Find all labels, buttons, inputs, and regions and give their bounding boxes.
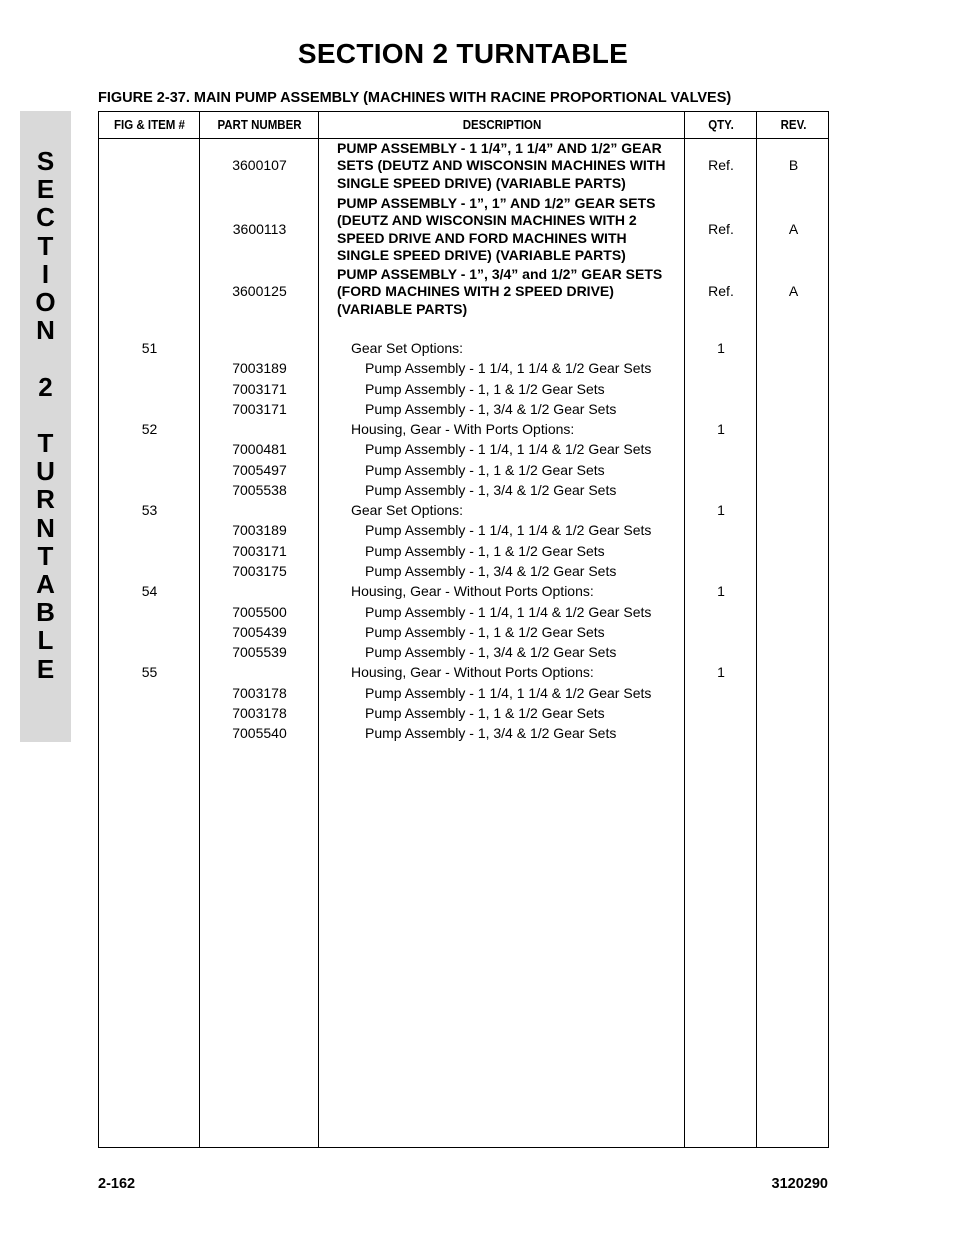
description-line: (DEUTZ AND WISCONSIN MACHINES WITH 2	[337, 212, 637, 229]
description-cell	[337, 195, 682, 264]
description-line: Pump Assembly - 1 1/4, 1 1/4 & 1/2 Gear Sets	[365, 441, 652, 457]
description-cell	[365, 624, 710, 640]
description-cell	[365, 705, 710, 721]
description-cell	[351, 340, 696, 356]
document-number: 3120290	[771, 1176, 828, 1192]
description-line: Pump Assembly - 1, 1 & 1/2 Gear Sets	[365, 624, 605, 640]
part-number-cell: 7003178	[232, 685, 287, 701]
part-number-cell: 7003189	[232, 360, 287, 376]
description-line: Pump Assembly - 1, 1 & 1/2 Gear Sets	[365, 705, 605, 721]
description-line: Pump Assembly - 1 1/4, 1 1/4 & 1/2 Gear Sets	[365, 604, 652, 620]
side-tab-letter: O	[35, 287, 56, 318]
section-side-tab	[20, 111, 71, 742]
side-tab-letter: A	[36, 569, 55, 600]
header-rev: REV.	[780, 118, 807, 132]
description-line: PUMP ASSEMBLY - 1”, 3/4” and 1/2” GEAR SETS	[337, 266, 663, 282]
description-cell	[365, 725, 710, 741]
description-line: Pump Assembly - 1 1/4, 1 1/4 & 1/2 Gear Sets	[365, 685, 652, 701]
side-tab-letter: B	[36, 597, 55, 628]
side-tab-letter: 2	[38, 371, 53, 402]
qty-cell: 1	[717, 583, 725, 599]
description-line: Pump Assembly - 1, 3/4 & 1/2 Gear Sets	[365, 725, 617, 741]
description-line: Housing, Gear - Without Ports Options:	[351, 664, 594, 680]
side-tab-letter: N	[36, 512, 55, 543]
description-line: Pump Assembly - 1, 3/4 & 1/2 Gear Sets	[365, 563, 617, 579]
description-cell	[365, 360, 710, 376]
column-divider	[756, 112, 757, 1147]
part-number-cell: 7005540	[232, 725, 287, 741]
fig-item-cell: 52	[141, 421, 158, 437]
part-number-cell: 7003189	[232, 522, 287, 538]
header-qty: QTY.	[708, 118, 734, 132]
description-cell	[351, 502, 696, 518]
description-cell	[337, 140, 682, 192]
side-tab-letter: N	[36, 315, 55, 346]
side-tab-letter: E	[36, 653, 55, 684]
side-tab-letter: T	[37, 230, 54, 261]
qty-cell: Ref.	[708, 283, 734, 300]
parts-table	[98, 111, 829, 1148]
side-tab-letter: I	[41, 258, 50, 289]
part-number-cell: 3600125	[232, 283, 287, 300]
description-line: (FORD MACHINES WITH 2 SPEED DRIVE)	[337, 283, 614, 300]
side-tab-letter: E	[36, 174, 55, 205]
part-number-cell: 7005500	[232, 604, 287, 620]
description-line: Pump Assembly - 1, 3/4 & 1/2 Gear Sets	[365, 401, 617, 417]
part-number-cell: 7005439	[232, 624, 287, 640]
rev-cell: A	[788, 220, 799, 237]
part-number-cell: 7005539	[232, 644, 287, 660]
part-number-cell: 7003175	[232, 563, 287, 579]
section-title: SECTION 2 TURNTABLE	[297, 38, 629, 69]
description-cell	[365, 543, 710, 559]
description-line: Pump Assembly - 1 1/4, 1 1/4 & 1/2 Gear Sets	[365, 360, 652, 376]
part-number-cell: 7000481	[232, 441, 287, 457]
description-cell	[365, 462, 710, 478]
part-number-cell: 3600113	[232, 220, 287, 237]
description-cell	[365, 482, 710, 498]
description-line: Pump Assembly - 1, 1 & 1/2 Gear Sets	[365, 543, 605, 559]
description-cell	[365, 381, 710, 397]
part-number-cell: 7005538	[232, 482, 287, 498]
description-cell	[365, 522, 710, 538]
description-cell	[337, 266, 682, 318]
side-tab-letter: U	[36, 456, 55, 487]
description-line: PUMP ASSEMBLY - 1 1/4”, 1 1/4” AND 1/2” GEAR	[337, 140, 662, 156]
header-part-number: PART NUMBER	[217, 118, 302, 132]
part-number-cell: 3600107	[232, 157, 287, 174]
side-tab-letter	[20, 344, 71, 372]
description-line: Pump Assembly - 1, 3/4 & 1/2 Gear Sets	[365, 644, 617, 660]
description-cell	[351, 583, 696, 599]
fig-item-cell: 51	[141, 340, 158, 356]
qty-cell: 1	[717, 421, 725, 437]
qty-cell: 1	[717, 340, 725, 356]
description-line: (VARIABLE PARTS)	[337, 300, 468, 317]
description-cell	[365, 563, 710, 579]
fig-item-cell: 55	[141, 664, 158, 680]
fig-item-cell: 53	[141, 502, 158, 518]
header-description: DESCRIPTION	[462, 118, 542, 132]
description-line: Gear Set Options:	[351, 502, 464, 518]
table-header-row	[99, 112, 828, 139]
description-line: SINGLE SPEED DRIVE) (VARIABLE PARTS)	[337, 246, 626, 263]
description-line: Pump Assembly - 1, 1 & 1/2 Gear Sets	[365, 462, 605, 478]
part-number-cell: 7003171	[232, 543, 287, 559]
side-tab-letter	[20, 401, 71, 429]
rev-cell: A	[788, 283, 799, 300]
description-line: Gear Set Options:	[351, 340, 464, 356]
part-number-cell: 7003171	[232, 401, 287, 417]
description-cell	[365, 401, 710, 417]
part-number-cell: 7005497	[232, 462, 287, 478]
description-line: Pump Assembly - 1 1/4, 1 1/4 & 1/2 Gear Sets	[365, 522, 652, 538]
figure-title: FIGURE 2-37. MAIN PUMP ASSEMBLY (MACHINES WITH RACINE PROPORTIONAL VALVES)	[98, 90, 732, 106]
side-tab-letter: S	[36, 146, 55, 176]
part-number-cell: 7003171	[232, 381, 287, 397]
header-fig-item: FIG & ITEM #	[114, 118, 185, 132]
qty-cell: Ref.	[708, 220, 734, 237]
qty-cell: Ref.	[708, 157, 734, 174]
side-tab-letter: C	[36, 202, 55, 233]
page-number: 2-162	[98, 1176, 136, 1192]
description-cell	[365, 441, 710, 457]
description-line: SPEED DRIVE AND FORD MACHINES WITH	[337, 229, 627, 246]
description-cell	[365, 644, 710, 660]
description-cell	[365, 604, 710, 620]
description-cell	[351, 421, 696, 437]
description-line: PUMP ASSEMBLY - 1”, 1” AND 1/2” GEAR SETS	[337, 195, 656, 211]
description-line: SINGLE SPEED DRIVE) (VARIABLE PARTS)	[337, 174, 626, 191]
qty-cell: 1	[717, 664, 725, 680]
side-tab-letter: T	[37, 428, 54, 459]
description-line: Housing, Gear - With Ports Options:	[351, 421, 575, 437]
description-line: Housing, Gear - Without Ports Options:	[351, 583, 594, 599]
description-line: SETS (DEUTZ AND WISCONSIN MACHINES WITH	[337, 157, 666, 174]
description-cell	[365, 685, 710, 701]
side-tab-letters	[20, 147, 71, 683]
side-tab-letter: R	[36, 484, 55, 515]
rev-cell: B	[788, 157, 799, 174]
fig-item-cell: 54	[141, 583, 158, 599]
description-line: Pump Assembly - 1, 1 & 1/2 Gear Sets	[365, 381, 605, 397]
description-line: Pump Assembly - 1, 3/4 & 1/2 Gear Sets	[365, 482, 617, 498]
side-tab-letter: T	[37, 540, 54, 571]
side-tab-letter: L	[37, 625, 54, 656]
qty-cell: 1	[717, 502, 725, 518]
description-cell	[351, 664, 696, 680]
part-number-cell: 7003178	[232, 705, 287, 721]
